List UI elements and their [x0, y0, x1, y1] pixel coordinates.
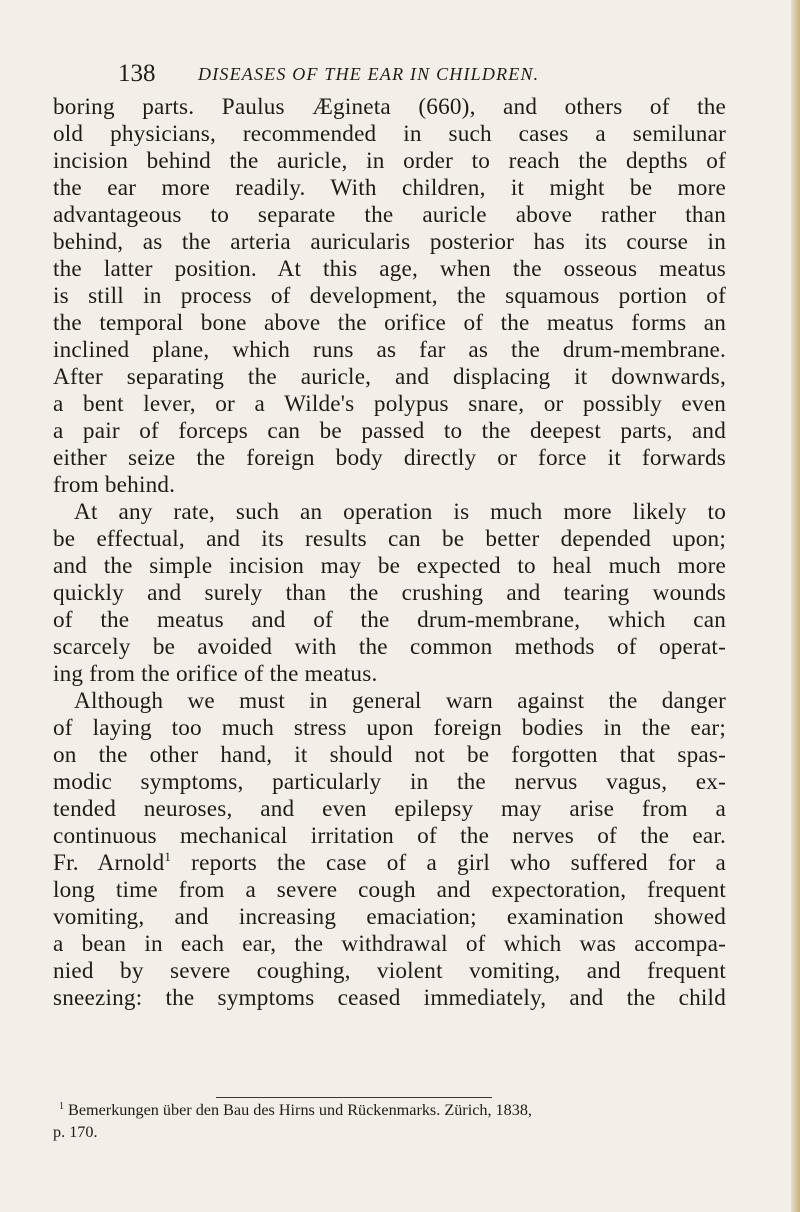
- text-line: be effectual, and its results can be better depended upon;: [53, 526, 726, 552]
- text-line: on the other hand, it should not be forgotten that spas-: [53, 742, 726, 768]
- text-line: boring parts. Paulus Ægineta (660), and others of the: [53, 94, 726, 120]
- running-header: [118, 56, 728, 92]
- text-line: incision behind the auricle, in order to reach the depths of: [53, 148, 726, 174]
- text-line: a pair of forceps can be passed to the deepest parts, and: [53, 418, 726, 444]
- body-text: [53, 94, 726, 1012]
- text-line: a bent lever, or a Wilde's polypus snare, or possibly even: [53, 391, 726, 417]
- footnote-text: Bemerkungen über den Bau des Hirns und Rückenmarks. Zürich, 1838,: [68, 1101, 532, 1119]
- text-line: quickly and surely than the crushing and tearing wounds: [53, 580, 726, 606]
- text-line: inclined plane, which runs as far as the drum-membrane.: [53, 337, 726, 363]
- footnote-line: p. 170.: [53, 1123, 98, 1141]
- text-line: from behind.: [53, 472, 176, 498]
- footnote-reference[interactable]: 1: [164, 849, 172, 864]
- footnote: [53, 1099, 726, 1143]
- text-line-with-footnote-ref: [53, 850, 726, 877]
- text-line: scarcely be avoided with the common methods of operat-: [53, 634, 726, 660]
- text-fragment: reports the case of a girl who suffered for a: [191, 850, 726, 876]
- text-line: the temporal bone above the orifice of the meatus forms an: [53, 310, 726, 336]
- page-number: 138: [118, 60, 156, 87]
- text-fragment: Fr. Arnold: [53, 850, 165, 876]
- text-line: After separating the auricle, and displacing it downwards,: [53, 364, 726, 390]
- text-line: long time from a severe cough and expectoration, frequent: [53, 877, 726, 903]
- text-line: the latter position. At this age, when the osseous meatus: [53, 256, 726, 282]
- text-line: and the simple incision may be expected to heal much more: [53, 553, 726, 579]
- footnote-marker: 1: [59, 1101, 64, 1112]
- text-line: vomiting, and increasing emaciation; examination showed: [53, 904, 726, 930]
- text-line: sneezing: the symptoms ceased immediately, and the child: [53, 985, 726, 1011]
- text-line: At any rate, such an operation is much more likely to: [74, 499, 726, 525]
- page-edge: [791, 0, 800, 1212]
- text-line: advantageous to separate the auricle above rather than: [53, 202, 726, 228]
- text-line: continuous mechanical irritation of the nerves of the ear.: [53, 823, 726, 849]
- text-line: Although we must in general warn against the danger: [74, 688, 726, 714]
- text-line: of the meatus and of the drum-membrane, which can: [53, 607, 726, 633]
- footnote-divider: [216, 1097, 492, 1098]
- footnote-line: [53, 1099, 726, 1121]
- text-line: either seize the foreign body directly or force it forwards: [53, 445, 726, 471]
- text-line: behind, as the arteria auricularis posterior has its course in: [53, 229, 726, 255]
- text-line: old physicians, recommended in such cases a semilunar: [53, 121, 726, 147]
- text-line: modic symptoms, particularly in the nervus vagus, ex-: [53, 769, 726, 795]
- running-head-title: DISEASES OF THE EAR IN CHILDREN.: [198, 64, 540, 84]
- text-line: of laying too much stress upon foreign bodies in the ear;: [53, 715, 726, 741]
- text-line: ing from the orifice of the meatus.: [53, 661, 378, 687]
- text-line: is still in process of development, the squamous portion of: [53, 283, 726, 309]
- text-line: tended neuroses, and even epilepsy may arise from a: [53, 796, 726, 822]
- text-line: a bean in each ear, the withdrawal of which was accompa-: [53, 931, 726, 957]
- text-line: the ear more readily. With children, it might be more: [53, 175, 726, 201]
- text-line: nied by severe coughing, violent vomiting, and frequent: [53, 958, 726, 984]
